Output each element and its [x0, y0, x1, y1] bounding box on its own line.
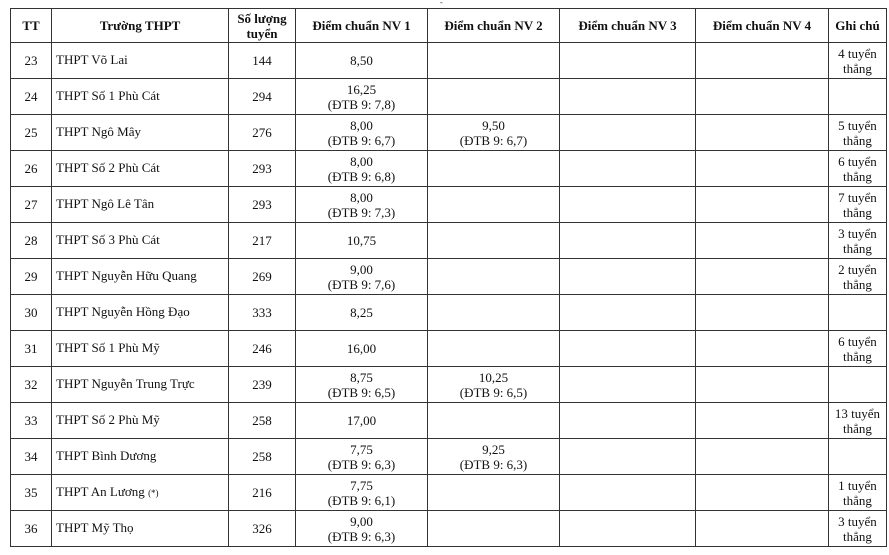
cell-note: [829, 475, 887, 511]
nv2-gpa: (ĐTB 9: 6,7): [459, 132, 528, 148]
cell-quota: 293: [229, 151, 296, 187]
cell-note: [829, 403, 887, 439]
cell-nv3: [560, 43, 696, 79]
note-line2: thẳng: [843, 240, 872, 256]
cell-nv1: [296, 439, 428, 475]
cell-nv2: [428, 511, 560, 547]
cell-quota: 217: [229, 223, 296, 259]
cell-nv2: [428, 187, 560, 223]
nv1-gpa: (ĐTB 9: 6,8): [327, 168, 396, 184]
cell-nv1: [296, 43, 428, 79]
school-name: THPT Nguyễn Hồng Đạo: [56, 304, 190, 319]
cell-nv3: [560, 259, 696, 295]
table-row: [11, 223, 887, 259]
nv2-gpa: (ĐTB 9: 6,3): [459, 456, 528, 472]
table-header-row: [11, 9, 887, 43]
cell-nv1: [296, 403, 428, 439]
nv1-score: 7,75: [350, 441, 373, 457]
cell-nv3: [560, 151, 696, 187]
cell-nv2: [428, 295, 560, 331]
nv2-score: 9,50: [482, 117, 505, 133]
cell-note: [829, 43, 887, 79]
header-quota-line2: tuyển: [246, 25, 278, 41]
cell-quota: 258: [229, 403, 296, 439]
cell-nv3: [560, 439, 696, 475]
cell-tt: 35: [11, 475, 52, 511]
cell-school: [52, 115, 229, 151]
cell-nv3: [560, 331, 696, 367]
cell-tt: 32: [11, 367, 52, 403]
cell-nv4: [696, 223, 829, 259]
cell-school: [52, 403, 229, 439]
cell-quota: 216: [229, 475, 296, 511]
cell-quota: 239: [229, 367, 296, 403]
nv1-score: 8,75: [350, 369, 373, 385]
header-nv2: Điểm chuẩn NV 2: [428, 9, 560, 43]
cell-note: [829, 151, 887, 187]
table-row: [11, 115, 887, 151]
cell-tt: 30: [11, 295, 52, 331]
header-note: Ghi chú: [829, 9, 887, 43]
nv1-score: 8,25: [350, 305, 373, 320]
table-row: [11, 475, 887, 511]
note-line2: thẳng: [843, 132, 872, 148]
cell-school: [52, 511, 229, 547]
cell-note: [829, 79, 887, 115]
cell-nv2: [428, 79, 560, 115]
header-school: Trường THPT: [52, 9, 229, 43]
note-line1: 6 tuyển: [838, 153, 877, 169]
note-line2: thẳng: [843, 348, 872, 364]
note-line2: thẳng: [843, 204, 872, 220]
cell-nv1: [296, 79, 428, 115]
cell-quota: 333: [229, 295, 296, 331]
cell-quota: 276: [229, 115, 296, 151]
table-row: [11, 79, 887, 115]
cell-nv1: [296, 331, 428, 367]
note-line2: thẳng: [843, 60, 872, 76]
cell-note: [829, 187, 887, 223]
cell-nv2: [428, 223, 560, 259]
nv2-score: 9,25: [482, 441, 505, 457]
cell-tt: 31: [11, 331, 52, 367]
nv1-gpa: (ĐTB 9: 7,3): [327, 204, 396, 220]
cell-note: [829, 223, 887, 259]
note-line1: 1 tuyển: [838, 477, 877, 493]
cell-note: [829, 115, 887, 151]
cell-quota: 144: [229, 43, 296, 79]
nv1-score: 16,00: [346, 341, 377, 356]
cell-nv1: [296, 115, 428, 151]
note-line2: thẳng: [843, 276, 872, 292]
cell-school: [52, 43, 229, 79]
cell-nv1: [296, 223, 428, 259]
cell-note: [829, 295, 887, 331]
nv1-score: 7,75: [350, 477, 373, 493]
note-line1: 13 tuyển: [834, 405, 881, 421]
cell-nv4: [696, 295, 829, 331]
cell-tt: 26: [11, 151, 52, 187]
cell-tt: 34: [11, 439, 52, 475]
school-name: THPT Mỹ Thọ: [56, 520, 134, 535]
cell-school: [52, 259, 229, 295]
table-row: [11, 151, 887, 187]
cell-nv3: [560, 79, 696, 115]
cell-nv3: [560, 295, 696, 331]
cell-nv4: [696, 259, 829, 295]
cell-note: [829, 331, 887, 367]
note-line1: 3 tuyển: [838, 225, 877, 241]
cell-nv2: [428, 115, 560, 151]
cell-nv1: [296, 511, 428, 547]
cell-school: [52, 367, 229, 403]
cell-quota: 269: [229, 259, 296, 295]
nv2-score: 10,25: [478, 369, 509, 385]
header-tt: TT: [11, 9, 52, 43]
school-mark: (*): [148, 488, 159, 498]
header-nv1: Điểm chuẩn NV 1: [296, 9, 428, 43]
cell-tt: 28: [11, 223, 52, 259]
cell-nv4: [696, 403, 829, 439]
cell-nv2: [428, 367, 560, 403]
table-row: [11, 331, 887, 367]
cell-school: [52, 295, 229, 331]
cell-tt: 23: [11, 43, 52, 79]
school-name: THPT An Lương: [56, 484, 145, 499]
header-nv3: Điểm chuẩn NV 3: [560, 9, 696, 43]
cell-nv3: [560, 511, 696, 547]
cell-tt: 25: [11, 115, 52, 151]
cell-nv1: [296, 259, 428, 295]
note-line1: 3 tuyển: [838, 513, 877, 529]
cell-quota: 246: [229, 331, 296, 367]
school-name: THPT Võ Lai: [56, 52, 128, 67]
school-name: THPT Nguyễn Hữu Quang: [56, 268, 197, 283]
nv1-score: 10,75: [346, 233, 377, 248]
nv1-gpa: (ĐTB 9: 7,6): [327, 276, 396, 292]
school-name: THPT Nguyễn Trung Trực: [56, 376, 195, 391]
nv1-score: 8,00: [350, 153, 373, 169]
cell-nv3: [560, 367, 696, 403]
cell-note: [829, 367, 887, 403]
cell-nv3: [560, 115, 696, 151]
cell-school: [52, 331, 229, 367]
school-name: THPT Ngô Mây: [56, 124, 141, 139]
table-row: [11, 43, 887, 79]
nv1-score: 8,00: [350, 189, 373, 205]
nv1-score: 17,00: [346, 413, 377, 428]
cell-note: [829, 511, 887, 547]
school-name: THPT Số 2 Phù Cát: [56, 160, 160, 175]
top-mark: -: [440, 0, 443, 7]
table-row: [11, 187, 887, 223]
cell-tt: 33: [11, 403, 52, 439]
note-line1: 4 tuyển: [838, 45, 877, 61]
table-row: [11, 403, 887, 439]
cell-nv1: [296, 367, 428, 403]
table-row: [11, 295, 887, 331]
nv2-gpa: (ĐTB 9: 6,5): [459, 384, 528, 400]
school-name: THPT Số 1 Phù Mỹ: [56, 340, 160, 355]
cell-nv2: [428, 439, 560, 475]
nv1-score: 8,50: [350, 53, 373, 68]
nv1-score: 9,00: [350, 513, 373, 529]
nv1-score: 8,00: [350, 117, 373, 133]
admission-score-table: [10, 8, 887, 547]
nv1-gpa: (ĐTB 9: 6,1): [327, 492, 396, 508]
cell-nv2: [428, 151, 560, 187]
cell-note: [829, 259, 887, 295]
cell-nv2: [428, 475, 560, 511]
nv1-gpa: (ĐTB 9: 7,8): [327, 96, 396, 112]
cell-nv1: [296, 475, 428, 511]
note-line2: thẳng: [843, 168, 872, 184]
cell-tt: 36: [11, 511, 52, 547]
nv1-score: 16,25: [346, 81, 377, 97]
cell-nv4: [696, 79, 829, 115]
cell-nv3: [560, 403, 696, 439]
table-row: [11, 367, 887, 403]
cell-school: [52, 439, 229, 475]
note-line1: 2 tuyển: [838, 261, 877, 277]
cell-nv1: [296, 295, 428, 331]
cell-nv2: [428, 259, 560, 295]
cell-nv4: [696, 475, 829, 511]
cell-nv4: [696, 115, 829, 151]
note-line1: 7 tuyển: [838, 189, 877, 205]
school-name: THPT Số 2 Phù Mỹ: [56, 412, 160, 427]
cell-school: [52, 223, 229, 259]
nv1-score: 9,00: [350, 261, 373, 277]
cell-nv4: [696, 511, 829, 547]
cell-nv4: [696, 151, 829, 187]
cell-nv2: [428, 43, 560, 79]
school-name: THPT Số 3 Phù Cát: [56, 232, 160, 247]
note-line2: thẳng: [843, 528, 872, 544]
cell-nv2: [428, 403, 560, 439]
note-line1: 6 tuyển: [838, 333, 877, 349]
school-name: THPT Bình Dương: [56, 448, 157, 463]
cell-tt: 29: [11, 259, 52, 295]
cell-tt: 27: [11, 187, 52, 223]
nv1-gpa: (ĐTB 9: 6,5): [327, 384, 396, 400]
table-row: [11, 511, 887, 547]
cell-school: [52, 79, 229, 115]
nv1-gpa: (ĐTB 9: 6,3): [327, 456, 396, 472]
cell-quota: 326: [229, 511, 296, 547]
cell-nv4: [696, 439, 829, 475]
cell-school: [52, 151, 229, 187]
header-quota-line1: Số lượng: [237, 10, 287, 26]
note-line2: thẳng: [843, 492, 872, 508]
cell-nv4: [696, 331, 829, 367]
table-row: [11, 439, 887, 475]
cell-nv3: [560, 475, 696, 511]
cell-nv3: [560, 187, 696, 223]
cell-quota: 294: [229, 79, 296, 115]
school-name: THPT Ngô Lê Tân: [56, 196, 155, 211]
header-nv4: Điểm chuẩn NV 4: [696, 9, 829, 43]
cell-tt: 24: [11, 79, 52, 115]
cell-quota: 293: [229, 187, 296, 223]
table-row: [11, 259, 887, 295]
nv1-gpa: (ĐTB 9: 6,7): [327, 132, 396, 148]
cell-nv2: [428, 331, 560, 367]
cell-nv1: [296, 151, 428, 187]
cell-school: [52, 475, 229, 511]
school-name: THPT Số 1 Phù Cát: [56, 88, 160, 103]
cell-nv4: [696, 43, 829, 79]
cell-nv4: [696, 367, 829, 403]
cell-nv1: [296, 187, 428, 223]
cell-quota: 258: [229, 439, 296, 475]
table-body: [11, 43, 887, 547]
cell-nv4: [696, 187, 829, 223]
nv1-gpa: (ĐTB 9: 6,3): [327, 528, 396, 544]
header-quota: [229, 9, 296, 43]
note-line1: 5 tuyển: [838, 117, 877, 133]
cell-note: [829, 439, 887, 475]
cell-nv3: [560, 223, 696, 259]
note-line2: thẳng: [843, 420, 872, 436]
cell-school: [52, 187, 229, 223]
